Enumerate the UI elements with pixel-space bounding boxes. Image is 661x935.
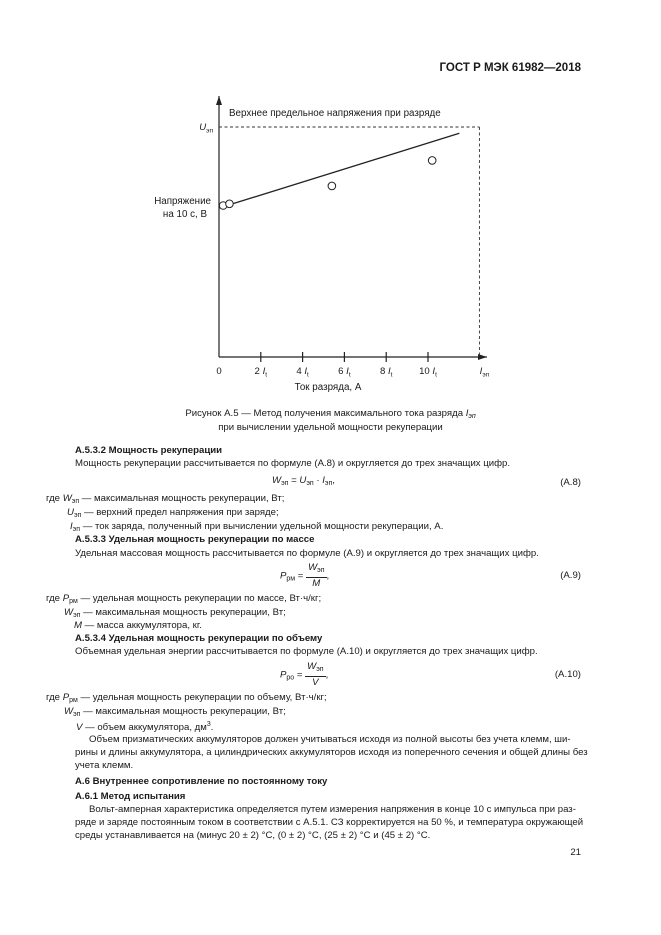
f-r1-sub: эп	[306, 480, 314, 487]
f-lhs-sub: ро	[286, 674, 295, 682]
def-sub: эп	[73, 512, 82, 519]
def-text: — объем аккумулятора, дм	[82, 722, 207, 733]
denominator: V	[312, 677, 319, 688]
f-r2: I	[322, 475, 325, 486]
where-word: где	[46, 593, 61, 604]
section-heading-a6: А.6 Внутреннее сопротивление по постоянному току	[75, 776, 328, 787]
f-end: ,	[326, 570, 330, 582]
caption-text: Рисунок А.5 — Метод получения максимального тока разряда	[185, 408, 466, 419]
def-symbol: M	[74, 620, 82, 631]
def-symbol: W	[64, 607, 74, 618]
def-symbol: P	[62, 692, 70, 703]
def-symbol: I	[70, 521, 73, 532]
section-a534-intro: Объемная удельная энергии рассчитывается по формуле (А.10) и округляется до трех значащих цифр.	[75, 646, 538, 657]
def-end: .	[210, 722, 214, 733]
def-text: — максимальная мощность рекуперации, Вт;	[80, 607, 286, 618]
fraction	[306, 562, 326, 590]
figure-chart	[0, 0, 661, 400]
y-marker-u-ep: $U_{эп}$	[199, 122, 213, 135]
f-eq: =	[295, 570, 307, 582]
numerator	[305, 661, 325, 677]
caption-symbol-sub: эп	[468, 413, 476, 420]
where-word: где	[46, 692, 61, 703]
def-text: — ток заряда, полученный при вычислении удельной мощности рекуперации, А.	[80, 521, 444, 532]
f-lhs-sub: эп	[281, 480, 289, 487]
x-tick-label: 8 $I_t$	[379, 366, 393, 379]
def-sub: рм	[69, 598, 78, 605]
def-sub: эп	[72, 526, 81, 533]
section-a533-intro: Удельная массовая мощность рассчитывается по формуле (А.9) и округляется до трех значащих цифр.	[75, 548, 539, 559]
x-axis-title: Ток разряда, А	[294, 382, 362, 393]
y-axis-label-line2: на 10 с, В	[162, 209, 207, 220]
def-text: — максимальная мощность рекуперации, Вт;	[80, 706, 286, 717]
x-tick-label-zero: 0	[216, 366, 222, 377]
f-lhs: P	[280, 570, 287, 582]
x-tick-label: 2 $I_t$	[254, 366, 268, 379]
note-line2: рины и длины аккумулятора, а цилиндрических аккумуляторов исходя из поперечного сечения и общей длины без	[75, 747, 588, 758]
f-eq: =	[288, 475, 300, 486]
f-eq: =	[294, 669, 306, 681]
f-end: ,	[325, 669, 329, 681]
x-tick-label: 6 $I_t$	[338, 366, 351, 379]
caption-symbol: I	[465, 408, 469, 419]
f-lhs: W	[272, 475, 282, 486]
data-point	[428, 157, 436, 165]
data-point	[328, 182, 336, 190]
num-sub: эп	[316, 666, 324, 673]
figure-caption-line2: при вычислении удельной мощности рекуперации	[218, 422, 443, 433]
definition-m	[74, 619, 202, 632]
formula-number-a8: (А.8)	[560, 477, 581, 488]
a61-line1: Вольт-амперная характеристика определяется путем измерения напряжения в конце 10 с импульса при раз-	[89, 804, 576, 815]
def-symbol: W	[64, 706, 74, 717]
x-tick-label: 10 $I_t$	[419, 366, 437, 379]
def-text: — масса аккумулятора, кг.	[82, 620, 202, 631]
def-text: — максимальная мощность рекуперации, Вт;	[79, 493, 285, 504]
numerator	[306, 562, 326, 578]
def-sub: эп	[73, 612, 81, 619]
x-tick-label: 4 $I_t$	[296, 366, 309, 379]
section-a532-intro: Мощность рекуперации рассчитывается по формуле (А.8) и округляется до трех значащих цифр.	[75, 458, 511, 469]
f-lhs-sub: рм	[286, 575, 296, 583]
section-heading-a533: А.5.3.3 Удельная мощность рекуперации по массе	[75, 534, 315, 545]
fraction	[305, 661, 325, 689]
where-word: где	[46, 493, 61, 504]
fit-line	[219, 133, 459, 208]
def-text: — верхний предел напряжения при заряде;	[81, 507, 279, 518]
section-heading-a534: А.5.3.4 Удельная мощность рекуперации по объему	[75, 633, 323, 644]
f-r2-sub: эп	[324, 480, 333, 487]
note-line3: учета клемм.	[75, 760, 134, 771]
y-axis-arrow	[216, 96, 222, 105]
def-text: — удельная мощность рекуперации по массе, Вт·ч/кг;	[77, 593, 322, 604]
f-r1: U	[299, 475, 307, 486]
denominator: M	[312, 578, 321, 589]
formula-number-a9: (А.9)	[560, 570, 581, 581]
note-line1: Объем призматических аккумуляторов должен учитываться исходя из полной высоты без учета клемм, ши-	[89, 734, 571, 745]
def-text: — удельная мощность рекуперации по объему, Вт·ч/кг;	[77, 692, 327, 703]
def-symbol: V	[76, 722, 83, 733]
num-sub: эп	[317, 567, 325, 574]
a61-line2: ряде и заряде постоянным током в соответствии с А.5.1. СЗ корректируется на 50 %, и температура окружающей	[75, 817, 584, 828]
def-symbol: U	[67, 507, 74, 518]
section-heading-a532: А.5.3.2 Мощность рекуперации	[75, 445, 223, 456]
x-marker-i-ep: $I_{эп}$	[479, 366, 490, 379]
definition-v	[76, 718, 213, 734]
formula-number-a10: (А.10)	[554, 669, 581, 680]
data-point	[226, 200, 234, 208]
f-end: ,	[332, 475, 335, 486]
formula-a10	[280, 661, 328, 689]
f-lhs: P	[280, 669, 287, 681]
formula-a9	[280, 562, 329, 590]
def-symbol: P	[62, 593, 70, 604]
page-number: 21	[570, 847, 581, 858]
section-heading-a61: А.6.1 Метод испытания	[75, 791, 186, 802]
def-symbol: W	[62, 493, 72, 504]
standard-id: ГОСТ Р МЭК 61982—2018	[439, 62, 581, 74]
num-symbol: W	[307, 661, 317, 672]
def-sub: эп	[71, 498, 80, 505]
def-sub: рм	[69, 697, 78, 704]
formula-a8	[272, 474, 335, 490]
f-dot: ·	[313, 475, 323, 486]
a61-line3: среды устанавливается на (минус 20 ± 2) °С, (0 ± 2) °С, (25 ± 2) °С и (45 ± 2) °С.	[75, 830, 431, 841]
y-axis-label-line1: Напряжение	[154, 196, 211, 207]
def-sup: 3	[206, 721, 211, 728]
num-symbol: W	[308, 562, 318, 573]
def-sub: эп	[73, 711, 81, 718]
limit-label: Верхнее предельное напряжения при разряде	[229, 108, 441, 119]
